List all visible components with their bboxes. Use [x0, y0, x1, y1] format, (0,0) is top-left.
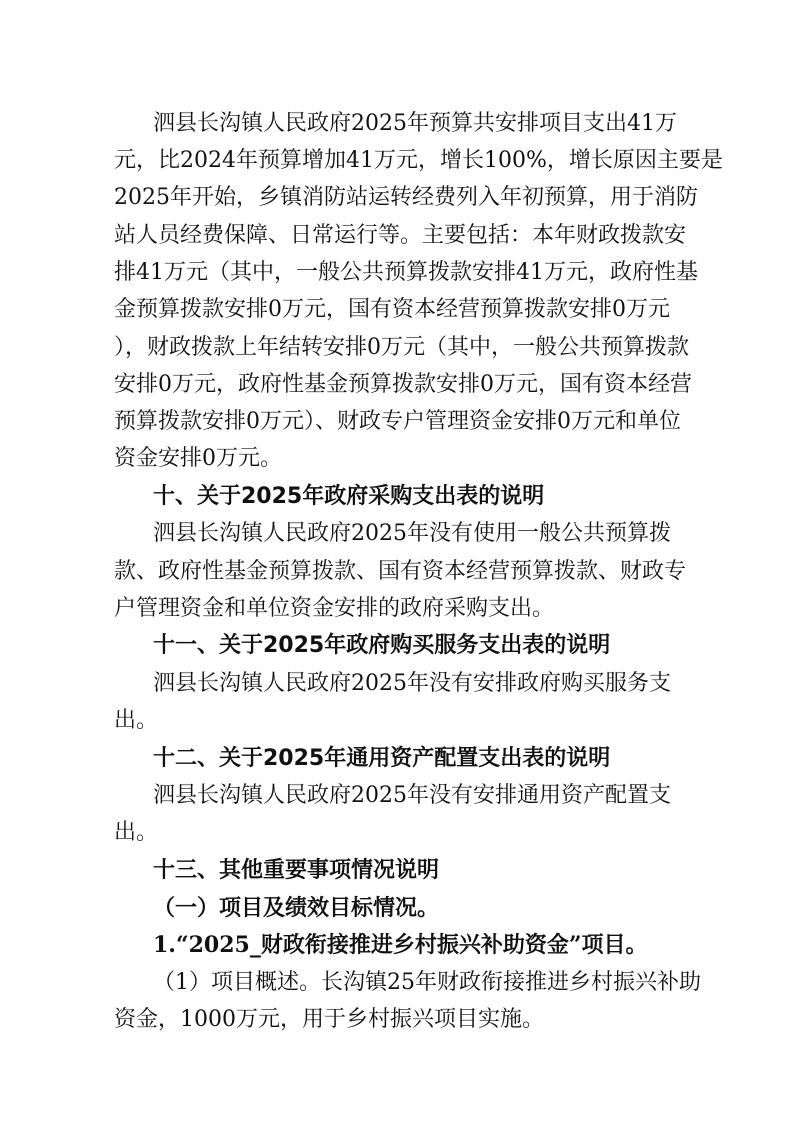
subsection-heading: （一）项目及绩效目标情况。	[153, 895, 440, 921]
paragraph-line: 出。	[114, 820, 159, 845]
paragraph-line: 站人员经费保障、日常运行等。主要包括：本年财政拨款安	[114, 223, 687, 248]
paragraph-line: 款、政府性基金预算拨款、国有资本经营预算拨款、财政专	[114, 559, 687, 584]
paragraph-line: 泗县长沟镇人民政府2025年没有安排政府购买服务支	[153, 671, 671, 696]
paragraph-line: 泗县长沟镇人民政府2025年没有安排通用资产配置支	[153, 783, 671, 808]
paragraph-line: 预算拨款安排0万元）、财政专户管理资金安排0万元和单位	[114, 409, 681, 434]
section-heading-11: 十一、关于2025年政府购买服务支出表的说明	[153, 633, 611, 658]
paragraph-line: 金预算拨款安排0万元，国有资本经营预算拨款安排0万元	[114, 297, 670, 322]
paragraph-line: 2025年开始，乡镇消防站运转经费列入年初预算，用于消防	[114, 185, 698, 210]
paragraph-line: 元，比2024年预算增加41万元，增长100%，增长原因主要是	[114, 148, 723, 173]
paragraph-line: 泗县长沟镇人民政府2025年预算共安排项目支出41万	[153, 111, 677, 136]
section-heading-12: 十二、关于2025年通用资产配置支出表的说明	[153, 746, 611, 771]
section-heading-13: 十三、其他重要事项情况说明	[153, 858, 440, 883]
paragraph-line: 安排0万元，政府性基金预算拨款安排0万元，国有资本经营	[114, 372, 692, 397]
paragraph-line: ），财政拨款上年结转安排0万元（其中，一般公共预算拨款	[114, 335, 689, 360]
paragraph-line: 资金，1000万元，用于乡村振兴项目实施。	[114, 1007, 544, 1032]
paragraph-line: 排41万元（其中，一般公共预算拨款安排41万元，政府性基	[114, 260, 698, 285]
paragraph-line: 资金安排0万元。	[114, 446, 282, 471]
paragraph-line: （1）项目概述。长沟镇25年财政衔接推进乡村振兴补助	[153, 970, 701, 995]
project-heading: 1.“2025_财政衔接推进乡村振兴补助资金”项目。	[153, 932, 648, 958]
paragraph-line: 户管理资金和单位资金安排的政府采购支出。	[114, 596, 555, 621]
paragraph-line: 出。	[114, 708, 159, 733]
section-heading-10: 十、关于2025年政府采购支出表的说明	[153, 484, 545, 509]
paragraph-line: 泗县长沟镇人民政府2025年没有使用一般公共预算拨	[153, 521, 671, 546]
